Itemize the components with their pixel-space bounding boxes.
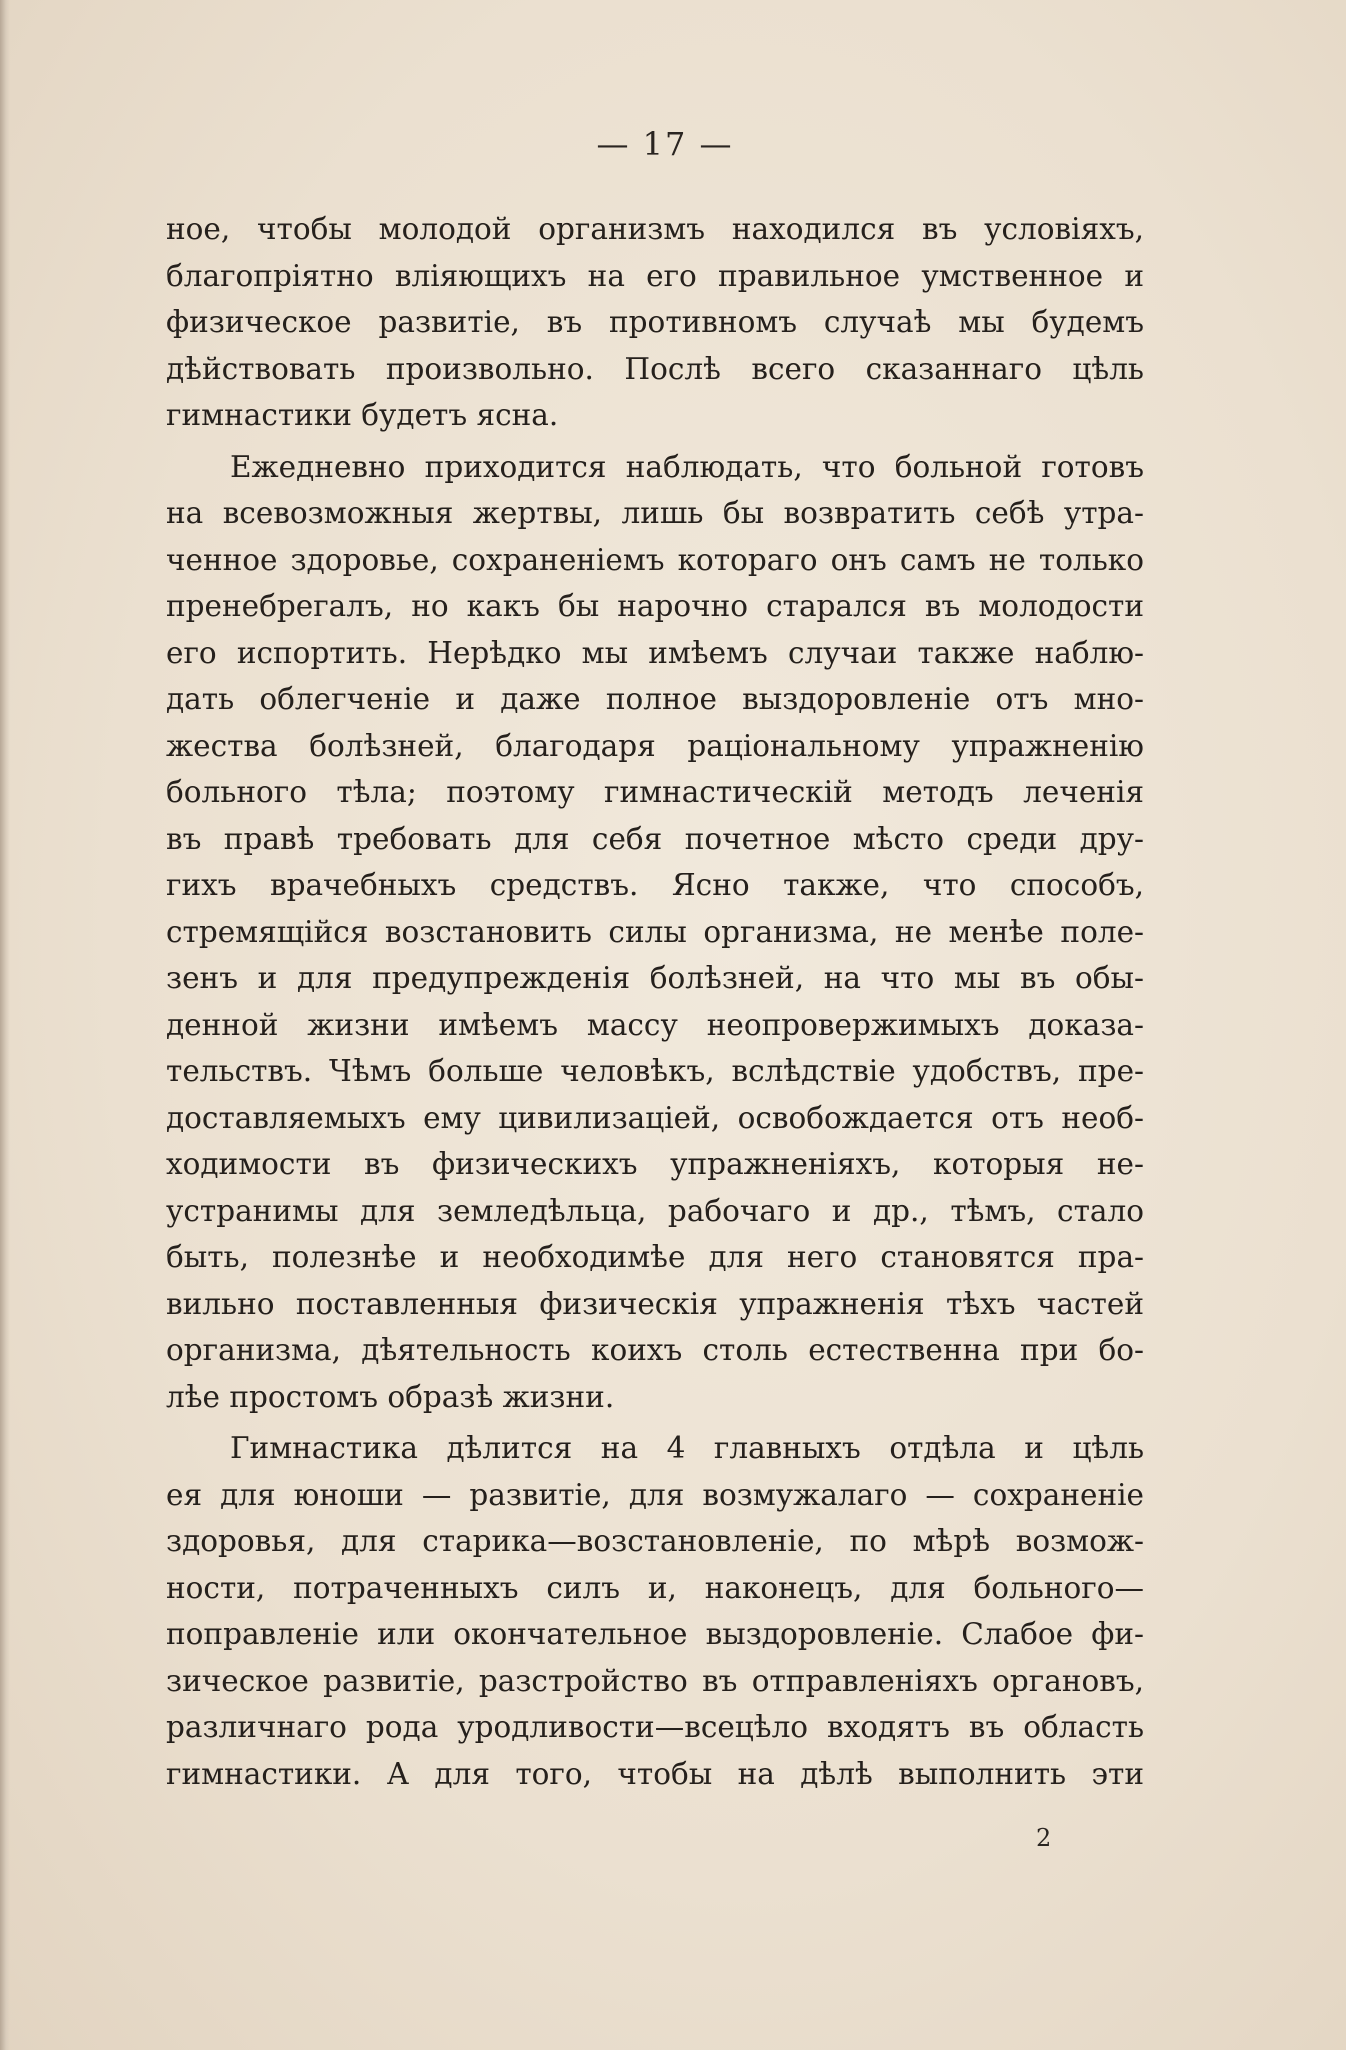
- text-line: гимнастики. А для того, чтобы на дѣлѣ выполнить эти: [166, 1756, 1144, 1791]
- text-line: ея для юноши — развитіе, для возмужалаго — сохраненіе: [166, 1477, 1144, 1512]
- text-line: Ежедневно приходится наблюдать, что больной готовъ: [230, 449, 1144, 484]
- text-line: физическое развитіе, въ противномъ случаѣ мы будемъ: [166, 305, 1144, 339]
- text-line: тельствъ. Чѣмъ больше человѣкъ, вслѣдствіе удобствъ, пре-: [166, 1054, 1144, 1088]
- text-line: больного тѣла; поэтому гимнастическій методъ леченія: [166, 775, 1144, 809]
- text-line: ходимости въ физическихъ упражненіяхъ, которыя не-: [166, 1147, 1144, 1181]
- text-line: здоровья, для старика—возстановленіе, по мѣрѣ возмож-: [166, 1524, 1144, 1558]
- text-line: вильно поставленныя физическія упражненія тѣхъ частей: [166, 1286, 1144, 1321]
- page-binding-edge: [0, 0, 10, 2050]
- text-line: гимнастики будетъ ясна.: [166, 398, 559, 432]
- text-line: пренебрегалъ, но какъ бы нарочно старался въ молодости: [166, 589, 1144, 623]
- text-line: ное, чтобы молодой организмъ находился въ условіяхъ,: [166, 212, 1144, 246]
- text-line: быть, полезнѣе и необходимѣе для него становятся пра-: [166, 1240, 1144, 1274]
- text-line: ности, потраченныхъ силъ и, наконецъ, для больного—: [166, 1570, 1144, 1605]
- text-line: зическое развитіе, разстройство въ отправленіяхъ органовъ,: [166, 1663, 1144, 1698]
- text-line: поправленіе или окончательное выздоровленіе. Слабое фи-: [166, 1617, 1144, 1651]
- text-line: различнаго рода уродливости—всецѣло входятъ въ область: [166, 1710, 1144, 1744]
- text-line: на всевозможныя жертвы, лишь бы возвратить себѣ утра-: [166, 496, 1144, 530]
- text-line: жества болѣзней, благодаря раціональному упражненію: [166, 728, 1144, 763]
- text-line: ченное здоровье, сохраненіемъ котораго онъ самъ не только: [166, 542, 1144, 577]
- body-text: [166, 206, 1144, 1797]
- text-line: денной жизни имѣемъ массу неопровержимыхъ доказа-: [166, 1007, 1144, 1042]
- text-line: доставляемыхъ ему цивилизаціей, освобождается отъ необ-: [166, 1100, 1144, 1135]
- text-line: въ правѣ требовать для себя почетное мѣсто среди дру-: [166, 821, 1144, 856]
- signature-mark: 2: [1036, 1824, 1052, 1852]
- text-line: организма, дѣятельность коихъ столь естественна при бо-: [166, 1333, 1144, 1367]
- text-line: стремящійся возстановить силы организма, не менѣе поле-: [166, 914, 1144, 949]
- text-line: гихъ врачебныхъ средствъ. Ясно также, что способъ,: [166, 868, 1144, 902]
- text-line: дать облегченіе и даже полное выздоровленіе отъ мно-: [166, 682, 1144, 716]
- text-line: его испортить. Нерѣдко мы имѣемъ случаи также наблю-: [166, 635, 1144, 670]
- text-line: устранимы для земледѣльца, рабочаго и др., тѣмъ, стало: [166, 1193, 1144, 1228]
- text-line: Гимнастика дѣлится на 4 главныхъ отдѣла и цѣль: [230, 1431, 1144, 1465]
- text-line: зенъ и для предупрежденія болѣзней, на что мы въ обы-: [166, 961, 1144, 995]
- text-line: дѣйствовать произвольно. Послѣ всего сказаннаго цѣль: [166, 351, 1144, 386]
- page-number: — 17 —: [596, 125, 734, 163]
- text-line: благопріятно вліяющихъ на его правильное умственное и: [166, 258, 1144, 293]
- text-line: лѣе простомъ образѣ жизни.: [166, 1379, 615, 1414]
